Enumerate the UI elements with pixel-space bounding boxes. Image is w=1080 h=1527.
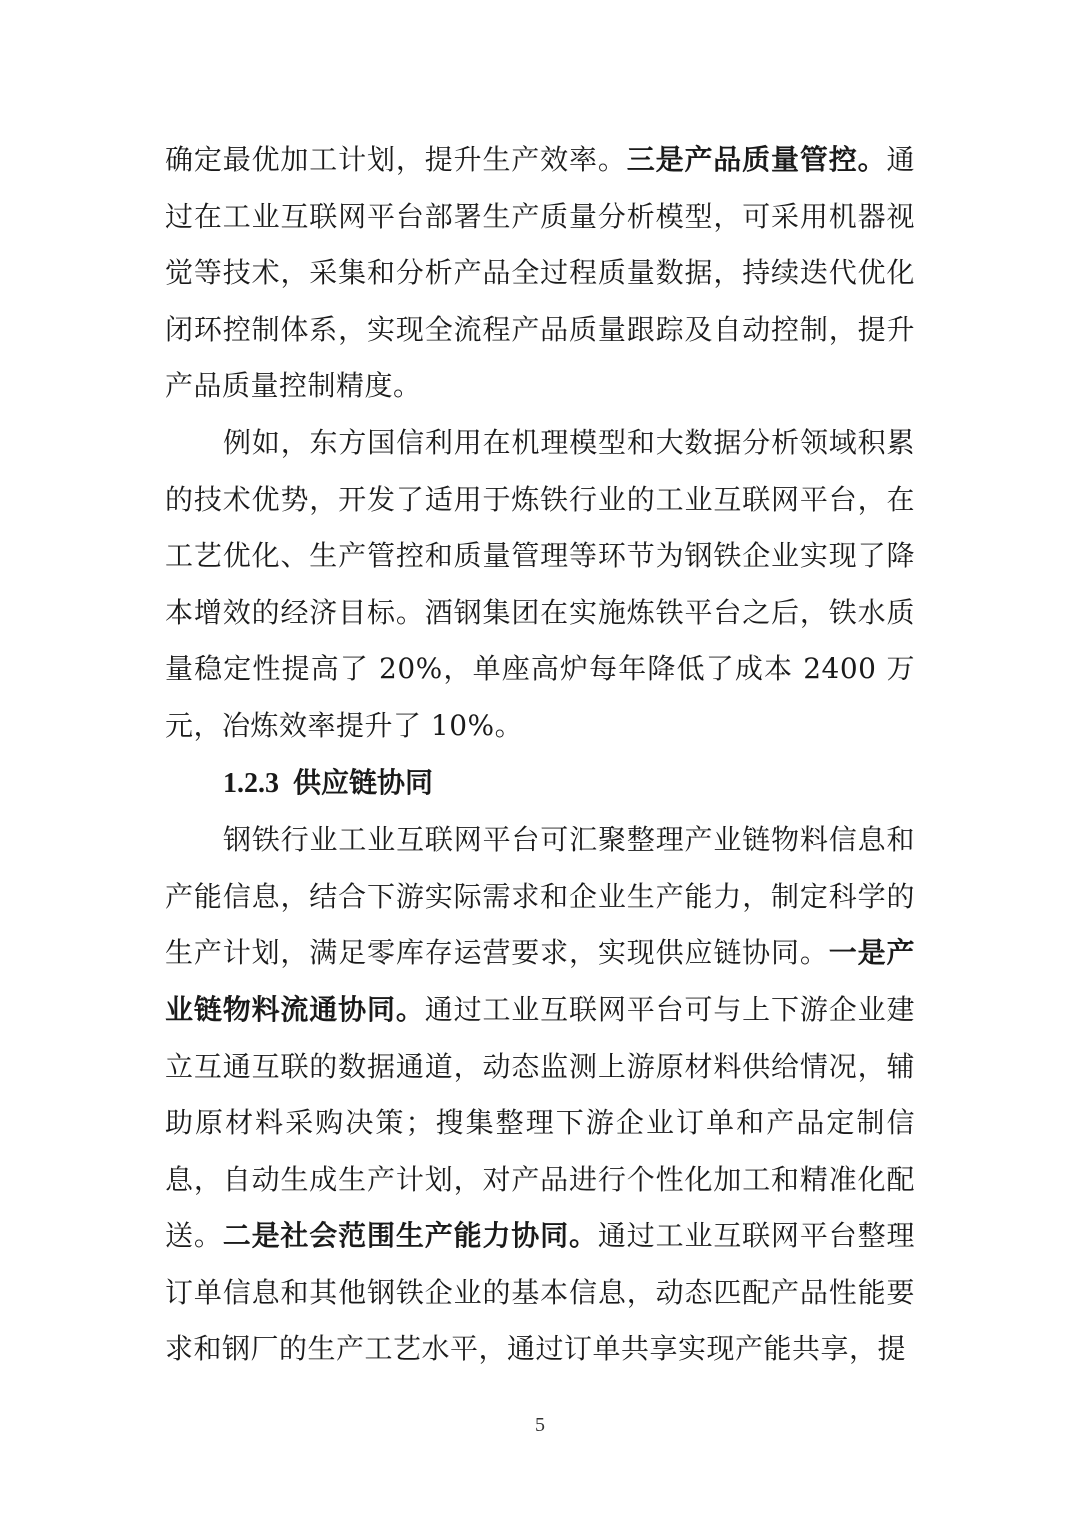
page-number: 5 [535, 1414, 545, 1436]
section-heading [165, 755, 915, 813]
bold-lead-phrase: 二是社会范围生产能力协同。 [222, 1219, 598, 1253]
paragraph-text: 例如，东方国信利用在机理模型和大数据分析领域积累的技术优势，开发了适用于炼铁行业的工业互联网平台，在工艺优化、生产管控和质量管理等环节为钢铁企业实现了降本增效的经济目标。酒钢集团在实施炼铁平台之后，铁水质量稳定性提高了 20%，单座高炉每年降低了成本 2400 万元，冶炼效率提升了 10%。 [165, 425, 915, 742]
paragraph-text: 通过工业互联网平台整理订单信息和其他钢铁企业的基本信息，动态匹配产品性能要求和钢厂的生产工艺水平，通过订单共享实现产能共享，提 [165, 1219, 915, 1366]
paragraph-text: 通过工业互联网平台可与上下游企业建立互通互联的数据通道，动态监测上游原材料供给情况，辅助原材料采购决策；搜集整理下游企业订单和产品定制信息，自动生成生产计划，对产品进行个性化加工和精准化配送。 [165, 992, 915, 1253]
paragraph-text: 钢铁行业工业互联网平台可汇聚整理产业链物料信息和产能信息，结合下游实际需求和企业生产能力，制定科学的生产计划，满足零库存运营要求，实现供应链协同。 [165, 823, 915, 970]
document-body [165, 132, 915, 1378]
paragraph-quality-control [165, 132, 915, 415]
section-title: 供应链协同 [293, 765, 434, 799]
section-number: 1.2.3 [223, 767, 279, 799]
paragraph-text: 确定最优加工计划，提升生产效率。 [165, 143, 627, 176]
bold-lead-phrase: 三是产品质量管控。 [626, 143, 887, 176]
paragraph-example [165, 415, 915, 755]
paragraph-supply-chain [165, 812, 915, 1378]
bold-lead-phrase: 一是产业链物料流通协同。 [165, 936, 915, 1026]
paragraph-text: 通过在工业互联网平台部署生产质量分析模型，可采用机器视觉等技术，采集和分析产品全过程质量数据，持续迭代优化闭环控制体系，实现全流程产品质量跟踪及自动控制，提升产品质量控制精度。 [165, 143, 915, 403]
